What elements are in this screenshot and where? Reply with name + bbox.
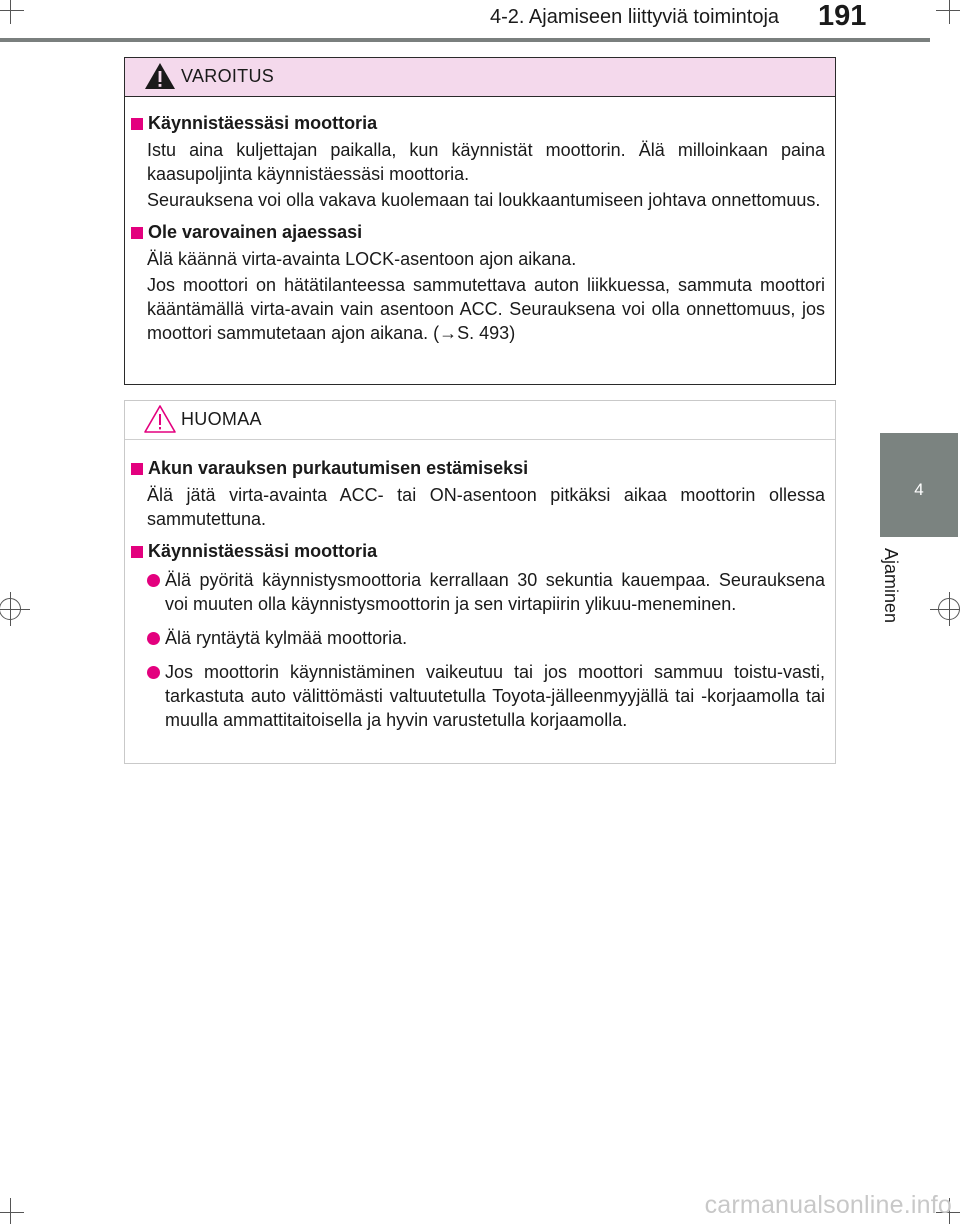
section-heading-text: Ole varovainen ajaessasi <box>148 222 363 242</box>
square-bullet-icon <box>131 546 143 558</box>
notice-box <box>124 400 836 764</box>
chapter-tab <box>880 433 958 537</box>
notice-title: HUOMAA <box>181 409 262 429</box>
round-bullet-icon <box>147 666 160 679</box>
section-heading <box>131 539 825 564</box>
notice-body <box>125 440 835 732</box>
warning-box <box>124 57 836 385</box>
chapter-number: 4 <box>914 480 924 499</box>
warning-body <box>125 97 835 345</box>
warning-section <box>131 220 825 345</box>
list-item <box>147 626 825 650</box>
paragraph: Älä jätä virta-avainta ACC- tai ON-asentoon pitkäksi aikaa moottorin ollessa sammutettuna. <box>147 485 825 529</box>
paragraph: Jos moottori on hätätilanteessa sammutettava auton liikkuessa, sammuta moottori kääntämällä virta-avain vain asentoon ACC. Seurauksena voi olla onnettomuus, jos moottori sammutetaan ajon aikana. (→S. 493) <box>147 275 825 343</box>
list-item <box>147 568 825 616</box>
round-bullet-icon <box>147 632 160 645</box>
list-item-text: Älä pyöritä käynnistysmoottoria kerrallaan 30 sekuntia kauempaa. Seurauksena voi muuten olla käynnistysmoottorin ja sen virtapiirin ylikuu-meneminen. <box>165 570 825 614</box>
round-bullet-icon <box>147 574 160 587</box>
notice-header <box>125 401 835 440</box>
square-bullet-icon <box>131 118 143 130</box>
chapter-label: Ajaminen <box>881 548 901 624</box>
page-number: 191 <box>818 0 867 32</box>
list-item <box>147 660 825 732</box>
notice-section <box>131 539 825 732</box>
warning-section <box>131 111 825 212</box>
section-heading-text: Akun varauksen purkautumisen estämiseksi <box>148 458 529 478</box>
section-heading-text: Käynnistäessäsi moottoria <box>148 113 378 133</box>
section-heading <box>131 220 825 245</box>
chapter-label-container <box>880 548 906 630</box>
section-heading <box>131 111 825 136</box>
paragraph: Seurauksena voi olla vakava kuolemaan tai loukkaantumiseen johtava onnettomuus. <box>147 190 821 210</box>
square-bullet-icon <box>131 227 143 239</box>
warning-header <box>125 58 835 97</box>
warning-title: VAROITUS <box>181 66 275 86</box>
list-item-text: Jos moottorin käynnistäminen vaikeutuu tai jos moottori sammuu toistu-vasti, tarkastuta auto välittömästi valtuutetulla Toyota-jälleenmyyjällä tai -korjaamolla tai muulla ammattitaitoisella ja hyvin varustetulla korjaamolla. <box>165 662 825 730</box>
square-bullet-icon <box>131 463 143 475</box>
paragraph: Istu aina kuljettajan paikalla, kun käynnistät moottorin. Älä milloinkaan paina kaasupoljinta käynnistäessäsi moottoria. <box>147 140 825 184</box>
header-section-title: 4-2. Ajamiseen liittyviä toimintoja <box>490 6 780 28</box>
section-heading-text: Käynnistäessäsi moottoria <box>148 541 378 561</box>
section-heading <box>131 456 825 481</box>
watermark: carmanualsonline.info <box>704 1191 952 1219</box>
warning-triangle-icon <box>143 61 177 91</box>
list-item-text: Älä ryntäytä kylmää moottoria. <box>165 628 408 648</box>
caution-triangle-icon <box>143 404 177 434</box>
notice-section <box>131 456 825 531</box>
header-rule <box>0 38 930 42</box>
paragraph: Älä käännä virta-avainta LOCK-asentoon ajon aikana. <box>147 249 577 269</box>
